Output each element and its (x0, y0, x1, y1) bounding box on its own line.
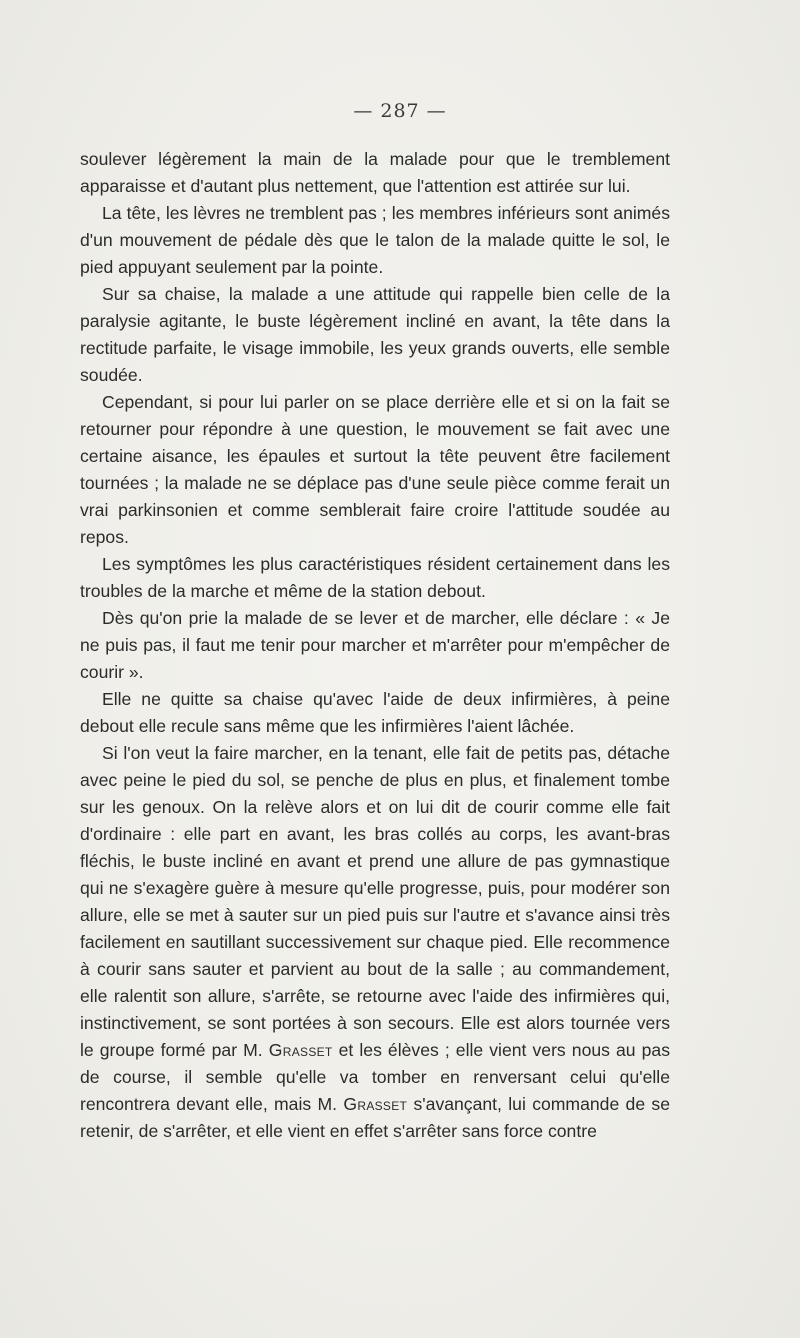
author-name: Grasset (343, 1094, 408, 1114)
paragraph: Les symptômes les plus caractéristiques résident certainement dans les troubles de la marche et même de la station debout. (80, 554, 670, 601)
text-run: et les élèves ; elle vient vers nous au pas de course, il semble qu'elle va tomber en renversant celui qu'elle rencontrera devant elle, mais M. (80, 1040, 671, 1114)
paragraph: Cependant, si pour lui parler on se place derrière elle et si on la fait se retourner pour répondre à une question, le mouvement se fait avec une certaine aisance, les épaules et surtout la tête peuvent être facilement tournées ; la malade ne se déplace pas d'une seule pièce comme ferait un vrai parkinsonien et comme semblerait faire croire l'attitude soudée au repos. (80, 392, 670, 547)
text-run: s'avançant, lui commande de se retenir, de s'arrêter, et elle vient en effet s'arrêter sans force contre (80, 1094, 671, 1141)
paragraph: Sur sa chaise, la malade a une attitude qui rappelle bien celle de la paralysie agitante, le buste légèrement incliné en avant, la tête dans la rectitude parfaite, le visage immobile, les yeux grands ouverts, elle semble soudée. (80, 284, 670, 385)
author-name: Grasset (268, 1040, 333, 1060)
paragraph: soulever légèrement la main de la malade pour que le tremblement apparaisse et d'autant plus nettement, que l'attention est attirée sur lui. (80, 149, 670, 196)
body-text (80, 146, 670, 1145)
page-number: — 287 — (353, 100, 447, 122)
paragraph: La tête, les lèvres ne tremblent pas ; les membres inférieurs sont animés d'un mouvement de pédale dès que le talon de la malade quitte le sol, le pied appuyant seulement par la pointe. (80, 203, 670, 277)
paragraph (80, 740, 670, 1145)
paragraph: Elle ne quitte sa chaise qu'avec l'aide de deux infirmières, à peine debout elle recule sans même que les infirmières l'aient lâchée. (80, 689, 670, 736)
text-run: Si l'on veut la faire marcher, en la tenant, elle fait de petits pas, détache avec peine le pied du sol, se penche de plus en plus, et finalement tombe sur les genoux. On la relève alors et on lui dit de courir comme elle fait d'ordinaire : elle part en avant, les bras collés au corps, les avant-bras fléchis, le buste incliné en avant et prend une allure de pas gymnastique qui ne s'exagère guère à mesure qu'elle progresse, puis, pour modérer son allure, elle se met à sauter sur un pied puis sur l'autre et s'avance ainsi très facilement en sautillant successivement sur chaque pied. Elle recommence à courir sans sauter et parvient au bout de la salle ; au commandement, elle ralentit son allure, s'arrête, se retourne avec l'aide des infirmières qui, instinctivement, se sont portées à son secours. Elle est alors tournée vers le groupe formé par M. (80, 743, 670, 1060)
paragraph: Dès qu'on prie la malade de se lever et de marcher, elle déclare : « Je ne puis pas, il faut me tenir pour marcher et m'arrêter pour m'empêcher de courir ». (80, 608, 670, 682)
